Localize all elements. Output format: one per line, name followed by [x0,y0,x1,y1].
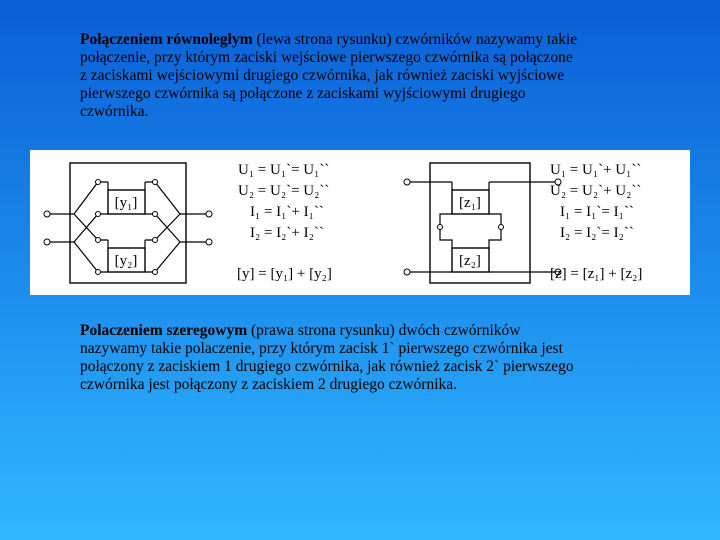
connections-diagram [30,150,690,295]
z1-label: [z₁] [459,195,481,211]
parallel-result: [y] = [y₁] + [y₂] [237,266,332,282]
parallel-eq-3: I₁ = I₁`+ I₁`` [250,204,324,220]
parallel-connection-paragraph: Połączeniem równoległym (lewa strona rysunku) czwórników nazywamy takie połączenie, przy którym zaciski wejściowe pierwszego czwórnika są połączone z zaciskami wejściowymi drugiego czwórnika, jak również zaciski wyjściowe pierwszego czwórnika są połączone z zaciskami wyjściowymi drugiego czwórnika. [80,31,578,120]
series-circuit [404,163,561,283]
z2-label: [z₂] [459,253,481,269]
parallel-circuit [44,163,212,283]
parallel-eq-1: U₁ = U₁`= U₁`` [238,162,330,178]
series-term: Polaczeniem szeregowym [80,322,248,339]
series-eq-2: U₂ = U₂`+ U₂`` [550,183,642,199]
series-equations [550,162,642,282]
parallel-eq-4: I₂ = I₂`+ I₂`` [250,225,324,241]
parallel-equations [237,162,332,282]
y2-label: [y₂] [114,253,138,269]
y1-label: [y₁] [114,195,138,211]
series-eq-1: U₁ = U₁`+ U₁`` [550,162,642,178]
series-eq-3: I₁ = I₁`= I₁`` [560,204,634,220]
series-connection-paragraph: Polaczeniem szeregowym (prawa strona rysunku) dwóch czwórników nazywamy takie polaczenie, przy którym zacisk 1` pierwszego czwórnika jest połączony z zaciskiem 1 drugiego czwórnika, jak również zacisk 2` pierwszego czwórnika jest połączony z zaciskiem 2 drugiego czwórnika. [80,322,574,393]
series-result: [z] = [z₁] + [z₂] [550,266,643,282]
quadripole-connections-figure [30,150,690,295]
parallel-eq-2: U₂ = U₂`= U₂`` [238,183,330,199]
parallel-term: Połączeniem równoległym [80,31,253,48]
series-eq-4: I₂ = I₂`= I₂`` [560,225,634,241]
